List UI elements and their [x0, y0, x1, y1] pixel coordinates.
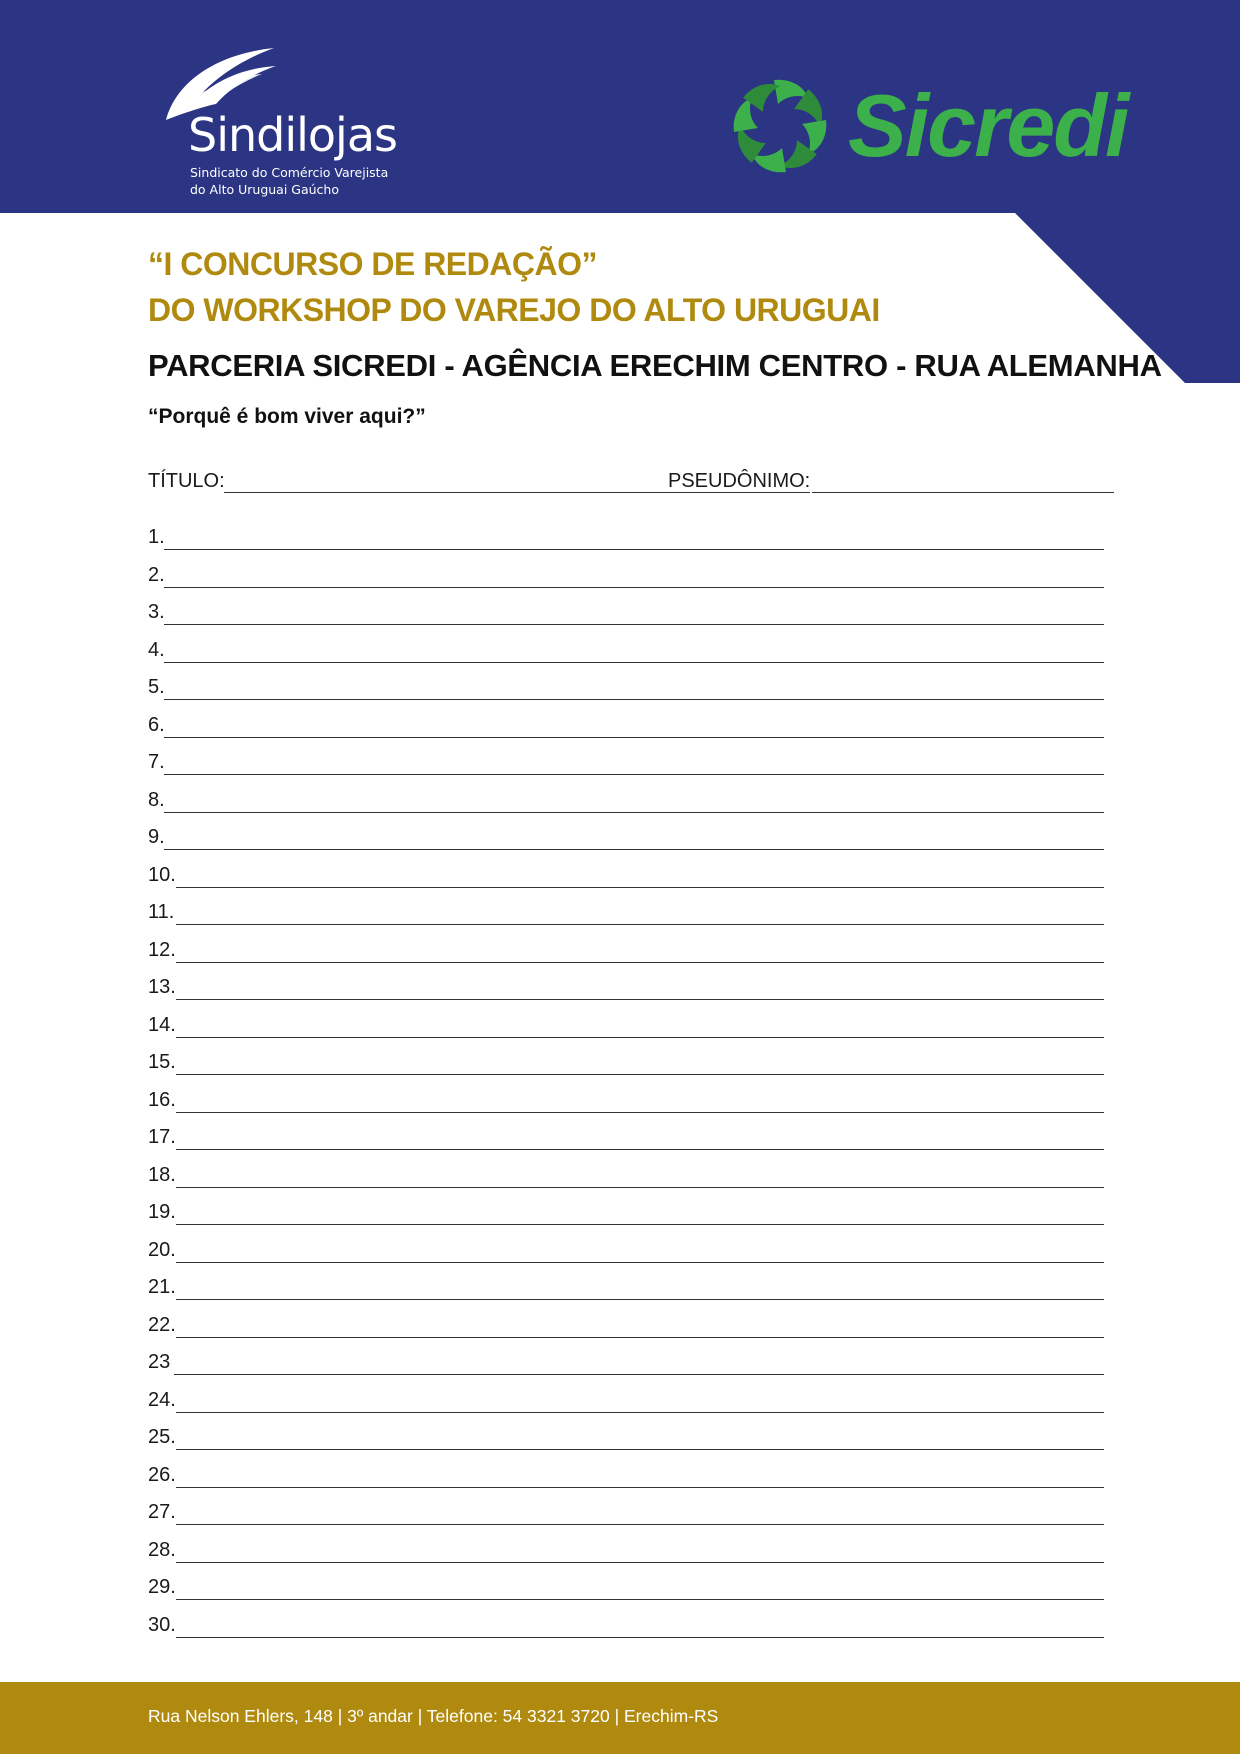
line-number: 21.	[148, 1276, 176, 1298]
partnership-heading: PARCERIA SICREDI - AGÊNCIA ERECHIM CENTRO - RUA ALEMANHA	[148, 348, 1162, 383]
line-rule[interactable]	[164, 699, 1104, 700]
writing-line	[148, 1235, 1108, 1273]
essay-theme: “Porquê é bom viver aqui?”	[148, 405, 426, 428]
writing-line	[148, 822, 1108, 860]
pseudonym-field[interactable]	[812, 492, 1114, 493]
writing-line	[148, 635, 1108, 673]
line-rule[interactable]	[174, 1374, 1104, 1375]
line-rule[interactable]	[176, 1599, 1104, 1600]
footer-address: Rua Nelson Ehlers, 148 | 3º andar | Telefone: 54 3321 3720 | Erechim-RS	[148, 1706, 719, 1726]
writing-line	[148, 1085, 1108, 1123]
sindilojas-subtitle	[190, 164, 410, 198]
line-rule[interactable]	[164, 812, 1104, 813]
sindilojas-logo	[150, 42, 410, 202]
writing-line	[148, 1272, 1108, 1310]
line-number: 1.	[148, 526, 165, 548]
writing-lines	[148, 522, 1108, 1647]
line-number: 9.	[148, 826, 165, 848]
line-rule[interactable]	[176, 1524, 1104, 1525]
sindilojas-subtitle-line1: Sindicato do Comércio Varejista	[190, 165, 389, 180]
line-number: 17.	[148, 1126, 176, 1148]
line-number: 5.	[148, 676, 165, 698]
line-number: 4.	[148, 638, 165, 661]
writing-line	[148, 972, 1108, 1010]
pseudonym-label: PSEUDÔNIMO:	[668, 470, 811, 492]
contest-title: “I CONCURSO DE REDAÇÃO”	[148, 246, 597, 282]
title-label: TÍTULO:	[148, 470, 225, 492]
line-number: 7.	[148, 751, 165, 773]
line-number: 19.	[148, 1201, 176, 1223]
line-rule[interactable]	[164, 849, 1104, 850]
line-number: 10.	[148, 863, 176, 886]
line-rule[interactable]	[176, 1074, 1104, 1075]
writing-line	[148, 1535, 1108, 1573]
writing-line	[148, 785, 1108, 823]
writing-line	[148, 897, 1108, 935]
line-number: 16.	[148, 1088, 176, 1111]
writing-line	[148, 710, 1108, 748]
line-number: 18.	[148, 1163, 176, 1186]
line-number: 11.	[148, 901, 175, 923]
line-rule[interactable]	[176, 924, 1104, 925]
line-number: 26.	[148, 1463, 176, 1486]
line-rule[interactable]	[176, 1412, 1104, 1413]
writing-line	[148, 1347, 1108, 1385]
writing-line	[148, 560, 1108, 598]
line-rule[interactable]	[176, 1449, 1104, 1450]
line-number: 27.	[148, 1501, 176, 1523]
header-fields	[148, 468, 1113, 498]
line-number: 25.	[148, 1426, 176, 1448]
writing-line	[148, 1572, 1108, 1610]
line-rule[interactable]	[164, 587, 1104, 588]
line-number: 13.	[148, 976, 176, 998]
line-number: 23	[148, 1351, 171, 1373]
writing-line	[148, 1497, 1108, 1535]
line-number: 22.	[148, 1313, 176, 1336]
writing-line	[148, 1460, 1108, 1498]
line-rule[interactable]	[176, 1487, 1104, 1488]
writing-line	[148, 1010, 1108, 1048]
writing-line	[148, 1197, 1108, 1235]
line-number: 6.	[148, 713, 165, 736]
writing-line	[148, 935, 1108, 973]
line-rule[interactable]	[164, 662, 1104, 663]
line-rule[interactable]	[176, 1337, 1104, 1338]
writing-line	[148, 522, 1108, 560]
line-rule[interactable]	[176, 1299, 1104, 1300]
line-number: 28.	[148, 1538, 176, 1561]
line-number: 20.	[148, 1238, 176, 1261]
line-rule[interactable]	[176, 1637, 1104, 1638]
line-rule[interactable]	[164, 737, 1104, 738]
contest-subtitle: DO WORKSHOP DO VAREJO DO ALTO URUGUAI	[148, 292, 880, 328]
writing-line	[148, 597, 1108, 635]
line-rule[interactable]	[176, 999, 1104, 1000]
line-rule[interactable]	[176, 962, 1104, 963]
line-number: 24.	[148, 1388, 176, 1411]
line-number: 14.	[148, 1013, 176, 1036]
line-number: 3.	[148, 601, 165, 623]
line-rule[interactable]	[164, 549, 1104, 550]
line-rule[interactable]	[176, 1149, 1104, 1150]
sindilojas-name: Sindilojas	[188, 108, 397, 162]
line-number: 2.	[148, 563, 165, 586]
line-number: 30.	[148, 1613, 176, 1636]
line-number: 12.	[148, 938, 176, 961]
sindilojas-subtitle-line2: do Alto Uruguai Gaúcho	[190, 182, 339, 197]
writing-line	[148, 1047, 1108, 1085]
writing-line	[148, 1385, 1108, 1423]
line-rule[interactable]	[176, 1187, 1104, 1188]
line-rule[interactable]	[176, 887, 1104, 888]
writing-line	[148, 1122, 1108, 1160]
writing-line	[148, 860, 1108, 898]
sicredi-logo	[728, 74, 1168, 184]
line-rule[interactable]	[164, 624, 1104, 625]
line-rule[interactable]	[176, 1224, 1104, 1225]
line-number: 8.	[148, 788, 165, 811]
line-number: 29.	[148, 1576, 176, 1598]
line-rule[interactable]	[176, 1112, 1104, 1113]
footer-bar	[0, 1682, 1240, 1754]
sicredi-pinwheel-icon	[728, 74, 832, 178]
writing-line	[148, 672, 1108, 710]
writing-line	[148, 1422, 1108, 1460]
sicredi-wordmark: Sicredi	[848, 76, 1128, 175]
writing-line	[148, 1310, 1108, 1348]
line-rule[interactable]	[164, 774, 1104, 775]
writing-line	[148, 747, 1108, 785]
line-number: 15.	[148, 1051, 176, 1073]
line-rule[interactable]	[176, 1262, 1104, 1263]
line-rule[interactable]	[176, 1562, 1104, 1563]
writing-line	[148, 1610, 1108, 1648]
line-rule[interactable]	[176, 1037, 1104, 1038]
writing-line	[148, 1160, 1108, 1198]
